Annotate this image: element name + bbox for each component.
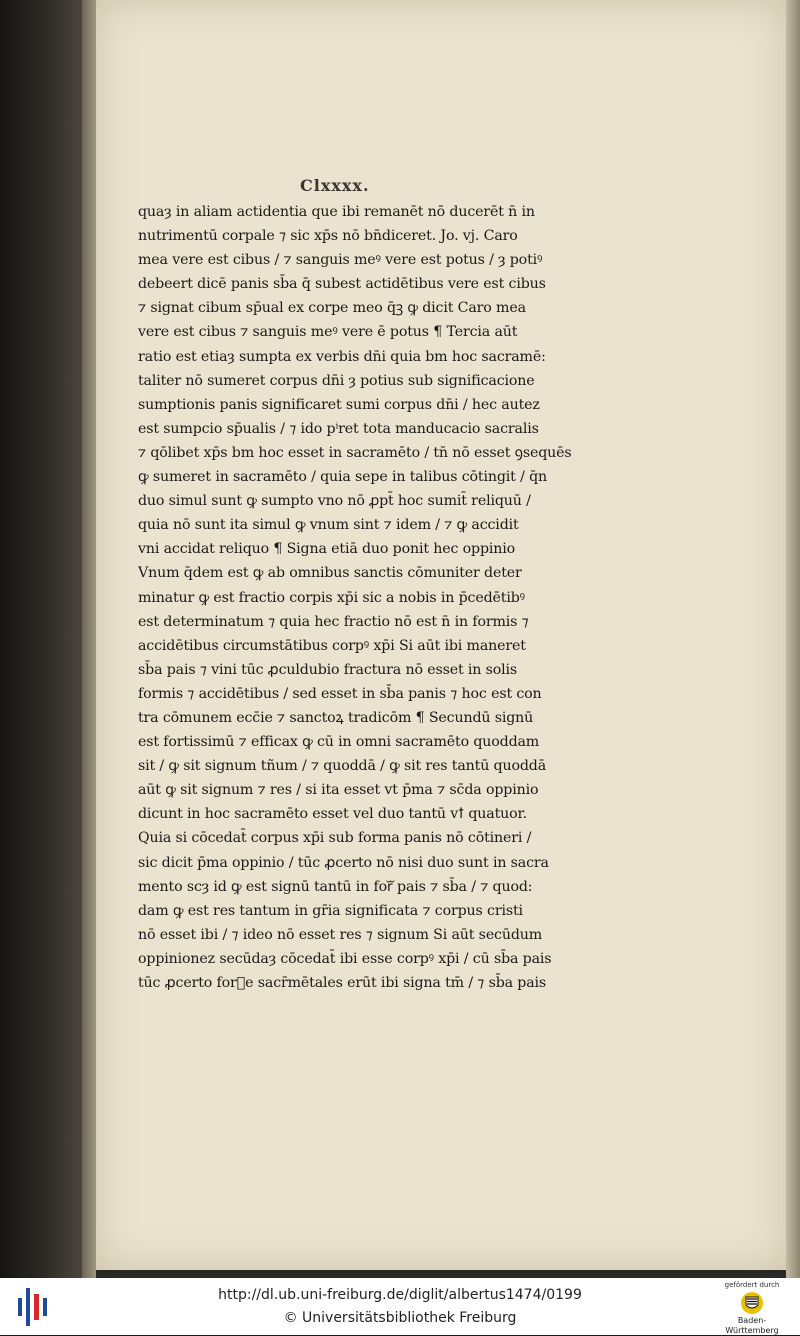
text-line: tūc ꝓcerto forᷓe sacr̄mētales erūt ibi signa tm̄ / ⁊ sb̄a pais — [138, 975, 547, 991]
book-gutter — [82, 0, 96, 1278]
page-edge — [786, 0, 800, 1278]
book-edge-shadow — [0, 0, 82, 1278]
text-line: ꝙ sumeret in sacramēto / quia sepe in talibus cōtingit / q̄n — [138, 469, 547, 486]
text-line: nutrimentū corpale ⁊ sic xp̄s nō bn̄diceret. Jo. vj. Caro — [138, 228, 518, 245]
text-line: dam ꝙ est res tantum in gr̄ia significata ⁊ corpus cristi — [138, 902, 523, 919]
text-line: accidētibus circumstātibus corpꝰ xp̄i Si aūt ibi maneret — [138, 637, 526, 654]
text-line: est fortissimū ⁊ efficax ꝙ cū in omni sacramēto quoddam — [138, 734, 540, 751]
text-line: nō esset ibi / ⁊ ideo nō esset res ⁊ signum Si aūt secūdum — [138, 926, 543, 943]
text-line: tra cōmunem ecc̄ie ⁊ sanctoꝝ tradicōm ¶ Secundū signū — [138, 709, 534, 726]
text-line: sumptionis panis significaret sumi corpus dn̄i / hec autez — [138, 396, 540, 413]
text-line: vni accidat reliquo ¶ Signa etiā duo ponit hec oppinio — [138, 541, 516, 558]
text-line: mea vere est cibus / ⁊ sanguis meꝰ vere est potus / ȝ potiꝰ — [138, 252, 543, 269]
text-line: est sumpcio sp̄ualis / ⁊ ido pⁱret tota manducacio sacralis — [138, 420, 539, 437]
folio-number: Clxxxx. — [300, 176, 370, 195]
text-line: Vnum q̄dem est ꝙ ab omnibus sanctis cōmuniter deter — [138, 565, 522, 582]
permalink-url[interactable]: http://dl.ub.uni-freiburg.de/diglit/albertus1474/0199 — [218, 1287, 582, 1303]
text-line: sb̄a pais ⁊ vini tūc ꝓculdubio fractura nō esset in solis — [138, 661, 518, 678]
text-line: aūt ꝙ sit signum ⁊ res / si ita esset vt p̄ma ⁊ sc̄da oppinio — [138, 782, 539, 799]
text-line: debeert dicē panis sb̄a q̄ subest actidētibus vere est cibus — [138, 276, 546, 293]
text-line: minatur ꝙ est fractio corpis xp̄i sic a nobis in p̄cedētibꝰ — [138, 589, 525, 606]
sponsor-name: Baden-Württemberg — [725, 1316, 779, 1335]
text-line: duo simul sunt ꝙ sumpto vno nō ꝓpt̄ hoc sumit̄ reliquū / — [138, 493, 531, 510]
text-line: dicunt in hoc sacramēto esset vel duo tantū vꝉ quatuor. — [138, 806, 527, 823]
text-line: sit / ꝙ sit signum tñum / ⁊ quoddā / ꝙ sit res tantū quoddā — [138, 758, 547, 775]
text-line: ⁊ signat cibum sp̄ual ex corpe meo q̄ꝫ ꝙ dicit Caro mea — [138, 300, 526, 317]
text-line: est determinatum ⁊ quia hec fractio nō est n̄ in formis ⁊ — [138, 613, 529, 630]
sponsor-label: gefördert durch — [724, 1281, 780, 1289]
text-line: mento scȝ id ꝙ est signū tantū in forᷓ pais ⁊ sb̄a / ⁊ quod: — [138, 878, 533, 895]
sponsor-block — [712, 1281, 792, 1333]
text-block — [138, 200, 598, 995]
text-line: sic dicit p̄ma oppinio / tūc ꝓcerto nō nisi duo sunt in sacra — [138, 854, 549, 871]
text-line: ⁊ qōlibet xp̄s bm hoc esset in sacramēto / tn̄ nō esset ꝯsequēs — [138, 444, 572, 461]
text-line: oppinionez secūdaȝ cōcedat̄ ibi esse corpꝰ xp̄i / cū sb̄a pais — [138, 950, 552, 967]
copyright-text: © Universitätsbibliothek Freiburg — [283, 1310, 517, 1326]
text-line: quia nō sunt ita simul ꝙ vnum sint ⁊ idem / ⁊ ꝙ accidit — [138, 517, 519, 534]
footer-bar — [0, 1278, 800, 1335]
text-line: ratio est etiaȝ sumpta ex verbis dn̄i quia bm hoc sacramē: — [138, 348, 546, 365]
text-line: quaȝ in aliam actidentia que ibi remanēt nō ducerēt n̄ in — [138, 204, 535, 220]
text-line: Quia si cōcedat̄ corpus xp̄i sub forma panis nō cōtineri / — [138, 830, 532, 847]
text-line: formis ⁊ accidētibus / sed esset in sb̄a panis ⁊ hoc est con — [138, 685, 542, 702]
text-line: taliter nō sumeret corpus dn̄i ȝ potius sub significacione — [138, 372, 535, 389]
text-line: vere est cibus ⁊ sanguis meꝰ vere ē potus ¶ Tercia aūt — [138, 324, 518, 341]
coat-of-arms-icon — [740, 1291, 764, 1315]
